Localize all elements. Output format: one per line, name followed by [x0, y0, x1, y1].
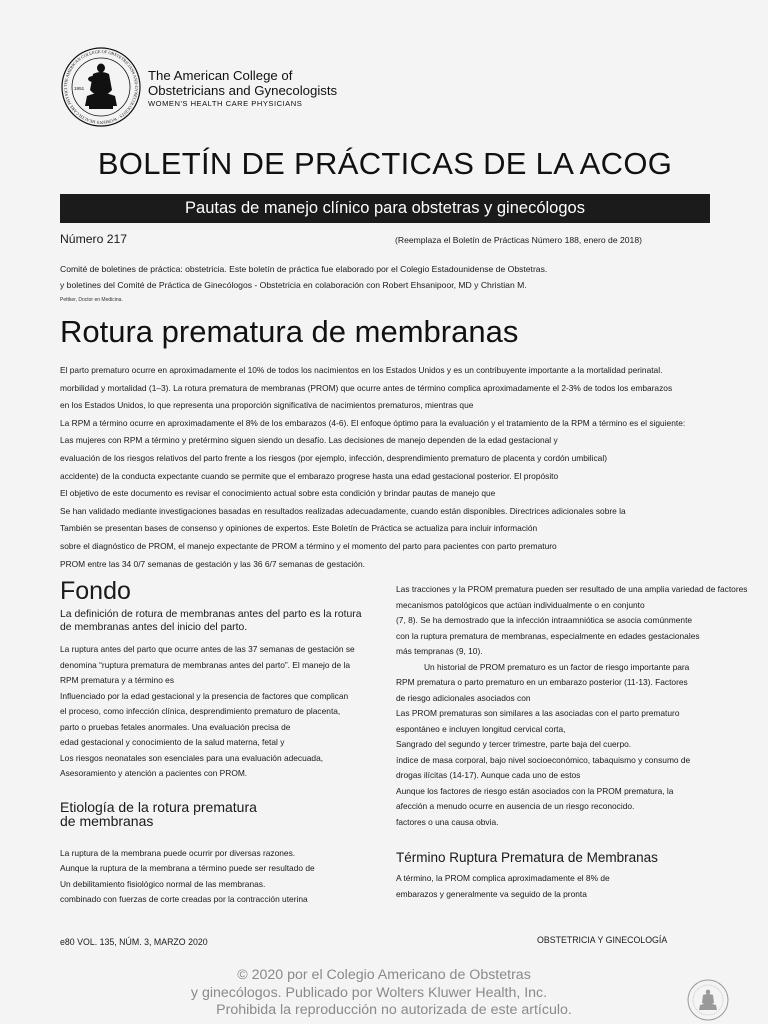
paragraph — [60, 846, 380, 908]
watermark-seal-icon — [686, 978, 730, 1022]
text-line: Aunque los factores de riesgo están asociados con la PROM prematura, la — [396, 785, 674, 796]
lead-line: La definición de rotura de membranas antes del parto es la rotura — [60, 609, 362, 620]
abstract — [60, 364, 720, 575]
text-line: afección a menudo ocurre en ausencia de un riesgo reconocido. — [396, 801, 635, 811]
text-line: mecanismos patológicos que actúan individualmente o en conjunto — [396, 599, 645, 610]
text-line: Un debilitamiento fisiológico normal de las membranas. — [60, 878, 266, 889]
text-line: Aunque la ruptura de la membrana a término puede ser resultado de — [60, 863, 315, 873]
paragraph — [396, 582, 748, 660]
text-line: denomina “ruptura prematura de membranas antes del parto”. El manejo de la — [60, 659, 351, 670]
text-line: RPM prematura y a término es — [60, 675, 175, 685]
paragraph — [60, 642, 380, 782]
seal-year: 1951 — [74, 86, 85, 91]
text-line: Influenciado por la edad gestacional y la presencia de factores que complican — [60, 690, 349, 701]
right-column — [396, 582, 748, 902]
text-line: Los riesgos neonatales son esenciales para una evaluación adecuada, — [60, 752, 324, 763]
text-line: (7, 8). Se ha demostrado que la infección intraamniótica se asocia comúnmente — [396, 615, 693, 625]
paragraph — [396, 660, 716, 831]
abstract-line: en los Estados Unidos, lo que representa una proporción significativa de nacimientos prematuros, mientras que — [60, 400, 474, 411]
paragraph — [396, 871, 716, 902]
text-line: parto o pruebas fetales anormales. Una evaluación precisa de — [60, 721, 291, 732]
lead-line: de membranas antes del inicio del parto. — [60, 622, 248, 633]
bulletin-title: BOLETÍN DE PRÁCTICAS DE LA ACOG — [97, 146, 673, 181]
abstract-line: PROM entre las 34 0/7 semanas de gestación y las 36 6/7 semanas de gestación. — [60, 558, 365, 569]
copyright-line: Prohibida la reproducción no autorizada de este artículo. — [216, 1002, 572, 1018]
text-line: espontáneo e incluyen longitud cervical corta, — [396, 723, 566, 734]
abstract-line: Las mujeres con RPM a término y pretérmino siguen siendo un desafío. Las decisiones de manejo dependen de la edad gestacional y — [60, 435, 558, 446]
committee-line: y boletines del Comité de Práctica de Ginecólogos - Obstetricia en colaboración con Robert Ehsanipoor, MD y Christian M. — [60, 280, 527, 290]
abstract-line: El parto prematuro ocurre en aproximadamente el 10% de todos los nacimientos en los Estados Unidos y es un contribuyente importante a la mortalidad perinatal. — [60, 365, 663, 375]
abstract-line: accidente) de la conducta expectante cuando se permite que el embarazo progrese hasta una edad gestacional posterior. El propósito — [60, 470, 559, 481]
abstract-line: La RPM a término ocurre en aproximadamente el 8% de los embarazos (4-6). El enfoque óptimo para la evaluación y el tratamiento de la RPM a término es el siguiente: — [60, 417, 686, 428]
text-line: con la ruptura prematura de membranas, especialmente en edades gestacionales — [396, 630, 700, 641]
text-line: factores o una causa obvia. — [396, 816, 499, 827]
abstract-line: Se han validado mediante investigaciones basadas en resultados realizadas adecuadamente, cuando están disponibles. Directrices adicionales sobre la — [60, 505, 626, 516]
text-line: edad gestacional y conocimiento de la salud materna, fetal y — [60, 737, 285, 747]
abstract-line: sobre el diagnóstico de PROM, el manejo expectante de PROM a término y el momento del parto para pacientes con parto prematuro — [60, 540, 557, 551]
footer-journal: OBSTETRICIA Y GINECOLOGÍA — [537, 935, 668, 945]
issue-number: Número 217 — [60, 232, 128, 246]
abstract-line: morbilidad y mortalidad (1–3). La rotura prematura de membranas (PROM) que ocurre antes de término complica aproximadamente el 2-3% de todos los embarazos — [60, 382, 673, 393]
section-lead — [60, 608, 380, 634]
subheading-etiologia — [60, 800, 380, 828]
text-line: Las PROM prematuras son similares a las asociadas con el parto prematuro — [396, 708, 680, 718]
org-name-line2: Obstetricians and Gynecologists — [148, 83, 338, 98]
left-column — [60, 576, 380, 908]
org-name-line1: The American College of — [148, 68, 293, 83]
text-line: el proceso, como infección clínica, desprendimiento prematuro de placenta, — [60, 706, 341, 716]
copyright-line: y ginecólogos. Publicado por Wolters Kluwer Health, Inc. — [190, 984, 548, 1001]
replaces-note: (Reemplaza el Boletín de Prácticas Número 188, enero de 2018) — [395, 235, 642, 245]
text-line: Las tracciones y la PROM prematura pueden ser resultado de una amplia variedad de factores — [396, 584, 748, 594]
text-line: índice de masa corporal, bajo nivel socioeconómico, tabaquismo y consumo de — [396, 754, 691, 765]
committee-line: Pettker, Doctor en Medicina. — [60, 297, 123, 303]
copyright-notice — [0, 967, 768, 1020]
subtitle-bar: Pautas de manejo clínico para obstetras y ginecólogos — [60, 194, 710, 223]
seal-ring-text: THE AMERICAN COLLEGE OF OBSTETRICIANS AND GYNECOLOGISTS · WOMEN'S HEALTH CARE PHYSICI — [62, 48, 140, 126]
subheading-termino: Término Ruptura Prematura de Membranas — [396, 850, 658, 865]
text-line: La ruptura antes del parto que ocurre antes de las 37 semanas de gestación se — [60, 644, 355, 654]
organization-name — [148, 68, 337, 110]
text-line: Un historial de PROM prematuro es un factor de riesgo importante para — [424, 661, 690, 672]
org-tagline: WOMEN'S HEALTH CARE PHYSICIANS — [148, 99, 303, 108]
text-line: Asesoramiento y atención a pacientes con PROM. — [60, 768, 248, 778]
text-line: Sangrado del segundo y tercer trimestre, parte baja del cuerpo. — [396, 739, 632, 749]
abstract-line: evaluación de los riesgos relativos del parto frente a los riesgos (por ejemplo, infección, desprendimiento prematuro de placenta y cordón umbilical) — [60, 452, 607, 463]
acog-seal-logo — [60, 46, 142, 128]
section-heading-fondo: Fondo — [60, 577, 131, 605]
footer-volume: e80 VOL. 135, NÚM. 3, MARZO 2020 — [60, 937, 208, 947]
copyright-line: © 2020 por el Colegio Americano de Obstetras — [237, 967, 531, 983]
text-line: drogas ilícitas (14-17). Aunque cada uno de estos — [396, 770, 581, 780]
subheading-line: Etiología de la rotura prematura — [60, 798, 257, 815]
text-line: RPM prematura o parto prematuro en un embarazo posterior (11-13). Factores — [396, 677, 688, 687]
subheading-line: de membranas — [60, 812, 154, 829]
committee-line: Comité de boletines de práctica: obstetricia. Este boletín de práctica fue elaborado por el Colegio Estadounidense de Obstetras. — [60, 264, 548, 274]
text-line: A término, la PROM complica aproximadamente el 8% de — [396, 873, 610, 883]
article-title: Rotura prematura de membranas — [60, 314, 519, 349]
text-line: de riesgo adicionales asociados con — [396, 692, 531, 703]
abstract-line: El objetivo de este documento es revisar el conocimiento actual sobre esta condición y brindar pautas de manejo que — [60, 488, 496, 499]
text-line: más tempranas (9, 10). — [396, 646, 483, 656]
abstract-line: También se presentan bases de consenso y opiniones de expertos. Este Boletín de Práctica se actualiza para incluir información — [60, 523, 538, 534]
text-line: embarazos y generalmente va seguido de la pronta — [396, 888, 587, 899]
text-line: combinado con fuerzas de corte creadas por la contracción uterina — [60, 894, 308, 904]
text-line: La ruptura de la membrana puede ocurrir por diversas razones. — [60, 847, 296, 858]
